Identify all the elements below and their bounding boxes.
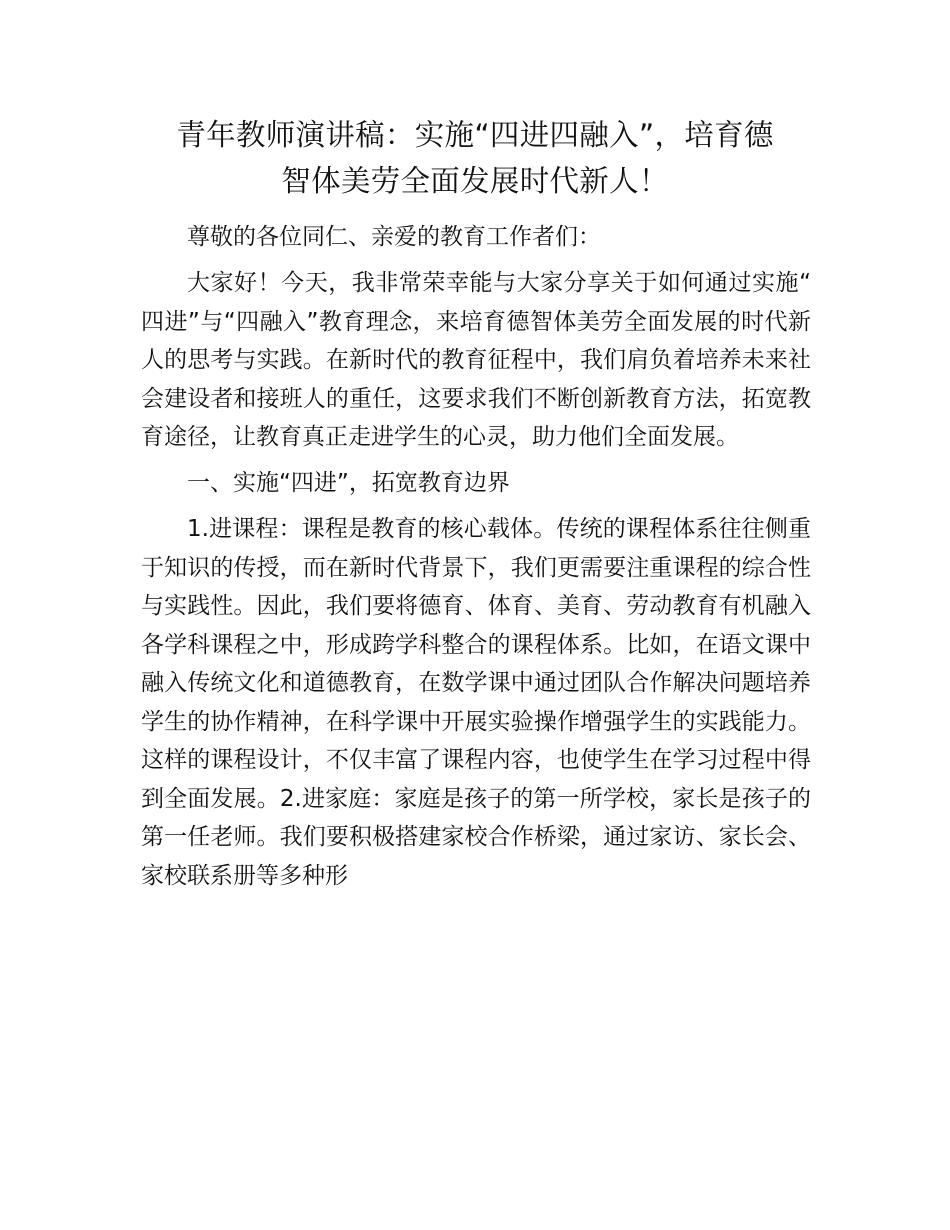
intro-paragraph: 大家好！今天，我非常荣幸能与大家分享关于如何通过实施“四进”与“四融入”教育理念，来培育德智体美劳全面发展的时代新人的思考与实践。在新时代的教育征程中，我们肩负着培养未来社会建设者和接班人的重任，这要求我们不断创新教育方法，拓宽教育途径，让教育真正走进学生的心灵，助力他们全面发展。 [141, 270, 811, 450]
title-line-2: 智体美劳全面发展时代新人！ [281, 164, 669, 198]
document-title [140, 112, 810, 204]
section-paragraph: 1.进课程：课程是教育的核心载体。传统的课程体系往往侧重于知识的传授，而在新时代背景下，我们更需要注重课程的综合性与实践性。因此，我们要将德育、体育、美育、劳动教育有机融入各学科课程之中，形成跨学科整合的课程体系。比如，在语文课中融入传统文化和道德教育，在数学课中通过团队合作解决问题培养学生的协作精神，在科学课中开展实验操作增强学生的实践能力。这样的课程设计，不仅丰富了课程内容，也使学生在学习过程中得到全面发展。2.进家庭：家庭是孩子的第一所学校，家长是孩子的第一任老师。我们要积极搭建家校合作桥梁，通过家访、家长会、家校联系册等多种形 [141, 516, 811, 889]
title-line-1: 青年教师演讲稿：实施“四进四融入”，培育德 [176, 118, 774, 152]
section-heading: 一、实施“四进”，拓宽教育边界 [187, 470, 510, 496]
salutation-paragraph: 尊敬的各位同仁、亲爱的教育工作者们： [187, 224, 601, 250]
document-body [141, 218, 811, 895]
